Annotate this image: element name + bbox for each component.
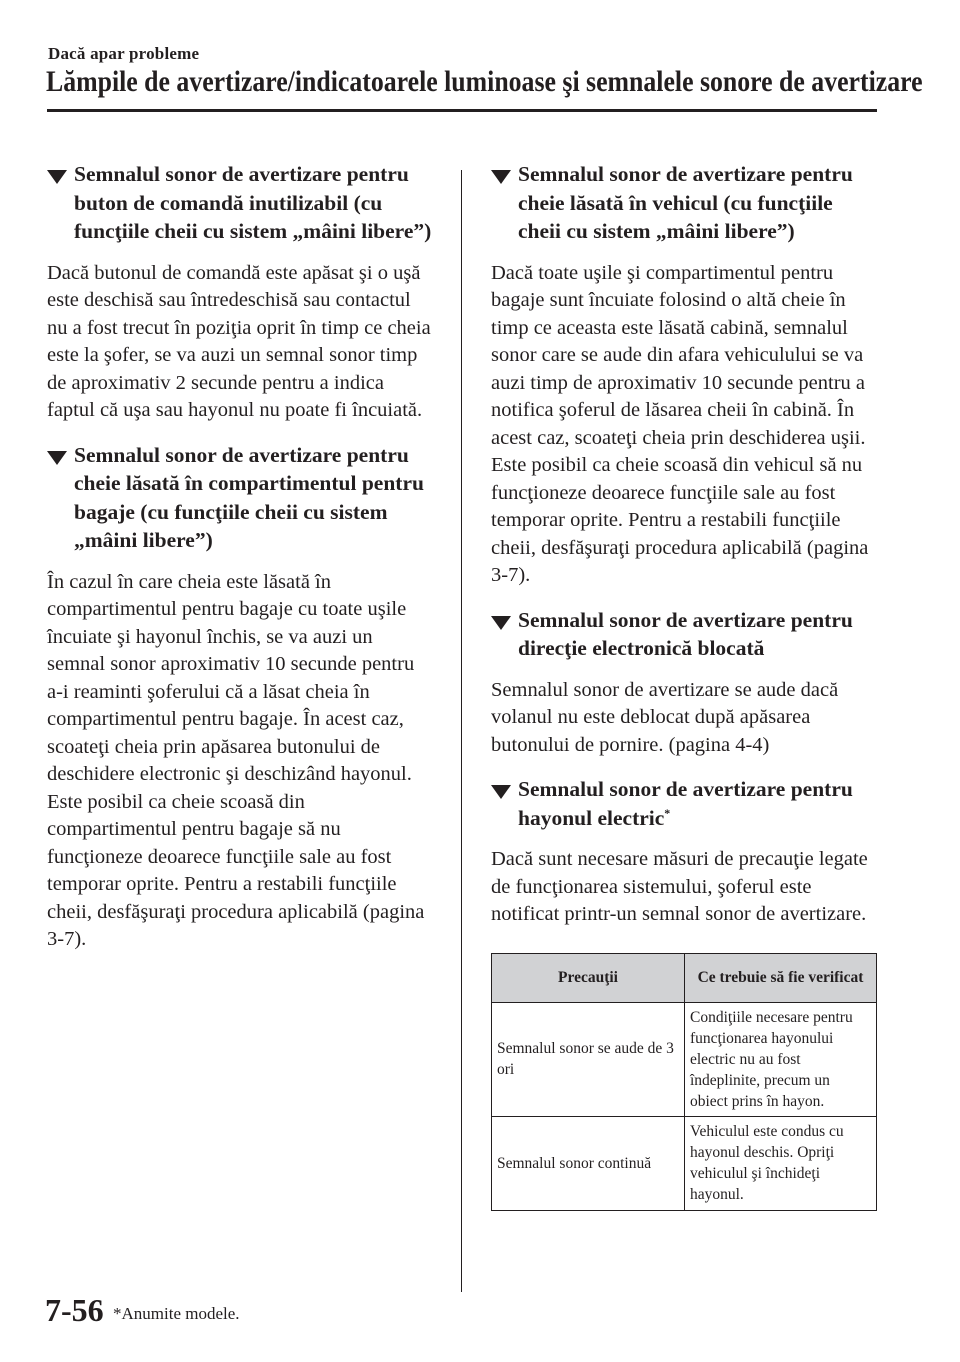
table-cell-condition: Semnalul sonor continuă [492,1116,685,1210]
triangle-bullet-icon [47,170,67,184]
section-heading [491,775,876,832]
section-body: Dacă sunt necesare măsuri de precauţie legate de funcţionarea sistemului, şoferul este notificat printr-un semnal sonor de avertizare. [491,848,868,925]
table-row [492,1116,877,1210]
table-cell-check: Condiţiile necesare pentru funcţionarea hayonului electric nu au fost îndeplinite, precum un obiect prins în hayon. [685,1002,877,1116]
table-header-cell: Ce trebuie să fie verificat [685,953,877,1002]
section-heading [491,606,876,663]
section-heading-text: Semnalul sonor de avertizare pentru buton de comandă inutilizabil (cu funcţiile cheii cu sistem „mâini libere”) [74,162,432,243]
right-column [491,160,876,1211]
left-column [47,160,432,970]
table-header-cell: Precauţii [492,953,685,1002]
table-row [492,1002,877,1116]
triangle-bullet-icon [491,170,511,184]
table-cell-condition: Semnalul sonor se aude de 3 ori [492,1002,685,1116]
warning-table [491,953,877,1211]
table-cell-check: Vehiculul este condus cu hayonul deschis. Opriţi vehiculul şi închideţi hayonul. [685,1116,877,1210]
footnote-marker: * [664,805,671,820]
section-heading-text: Semnalul sonor de avertizare pentru cheie lăsată în compartimentul pentru bagaje (cu funcţiile cheii cu sistem „mâini libere”) [74,442,424,552]
page-number: 7-56 [45,1292,104,1328]
triangle-bullet-icon [491,785,511,799]
section-body: În cazul în care cheia este lăsată în compartimentul pentru bagaje cu toate uşile încuiate şi hayonul închis, se va auzi un semnal sonor aproximativ 10 secunde pentru a-i reaminti şoferului că a lăsat cheia în compartimentul pentru bagaje. În acest caz, scoateţi cheia prin apăsarea butonului de deschidere electronic şi deschizând hayonul. Este posibil ca cheie scoasă din compartimentul pentru bagaje să nu funcţioneze deoarece funcţiile sale au fost temporar oprite. Pentru a restabili funcţiile cheii, desfăşuraţi procedura aplicabilă (pagina 3-7). [47,570,425,950]
footnote: *Anumite modele. [113,1304,240,1323]
section-heading-text: Semnalul sonor de avertizare pentru cheie lăsată în vehicul (cu funcţiile cheii cu sistem „mâini libere”) [518,162,853,243]
section-heading-text: Semnalul sonor de avertizare pentru direcţie electronică blocată [518,607,853,660]
section-heading-text: Semnalul sonor de avertizare pentru hayonul electric [518,777,853,830]
section-body: Dacă butonul de comandă este apăsat şi o uşă este deschisă sau întredeschisă sau contactul nu a fost trecut în poziţia oprit în timp ce cheia este la şofer, se va auzi un semnal sonor timp de aproximativ 2 secunde pentru a indica faptul că uşa sau hayonul nu poate fi încuiată. [47,261,431,421]
triangle-bullet-icon [491,616,511,630]
section-body: Semnalul sonor de avertizare se aude dacă volanul nu este deblocat după apăsarea butonului de pornire. (pagina 4-4) [491,678,839,756]
title-rule [47,109,877,112]
section-heading [491,160,876,246]
triangle-bullet-icon [47,451,67,465]
page-title: Lămpile de avertizare/indicatoarele luminoase şi semnalele sonore de avertizare [46,65,923,98]
column-divider [461,170,462,1292]
section-heading [47,160,432,246]
chapter-label: Dacă apar probleme [48,44,200,63]
section-body: Dacă toate uşile şi compartimentul pentru bagaje sunt încuiate folosind o altă cheie în timp ce aceasta este lăsată cabină, semnalul sonor care se aude din afara vehiculului se va auzi timp de aproximativ 10 secunde pentru a notifica şoferul de lăsarea cheii în cabină. În acest caz, scoateţi cheia prin deschiderea uşii. Este posibil ca cheie scoasă din vehicul să nu funcţioneze deoarece funcţiile sale au fost temporar oprite. Pentru a restabili funcţiile cheii, desfăşuraţi procedura aplicabilă (pagina 3-7). [491,261,869,586]
table-header-row [492,953,877,1002]
section-heading [47,441,432,555]
